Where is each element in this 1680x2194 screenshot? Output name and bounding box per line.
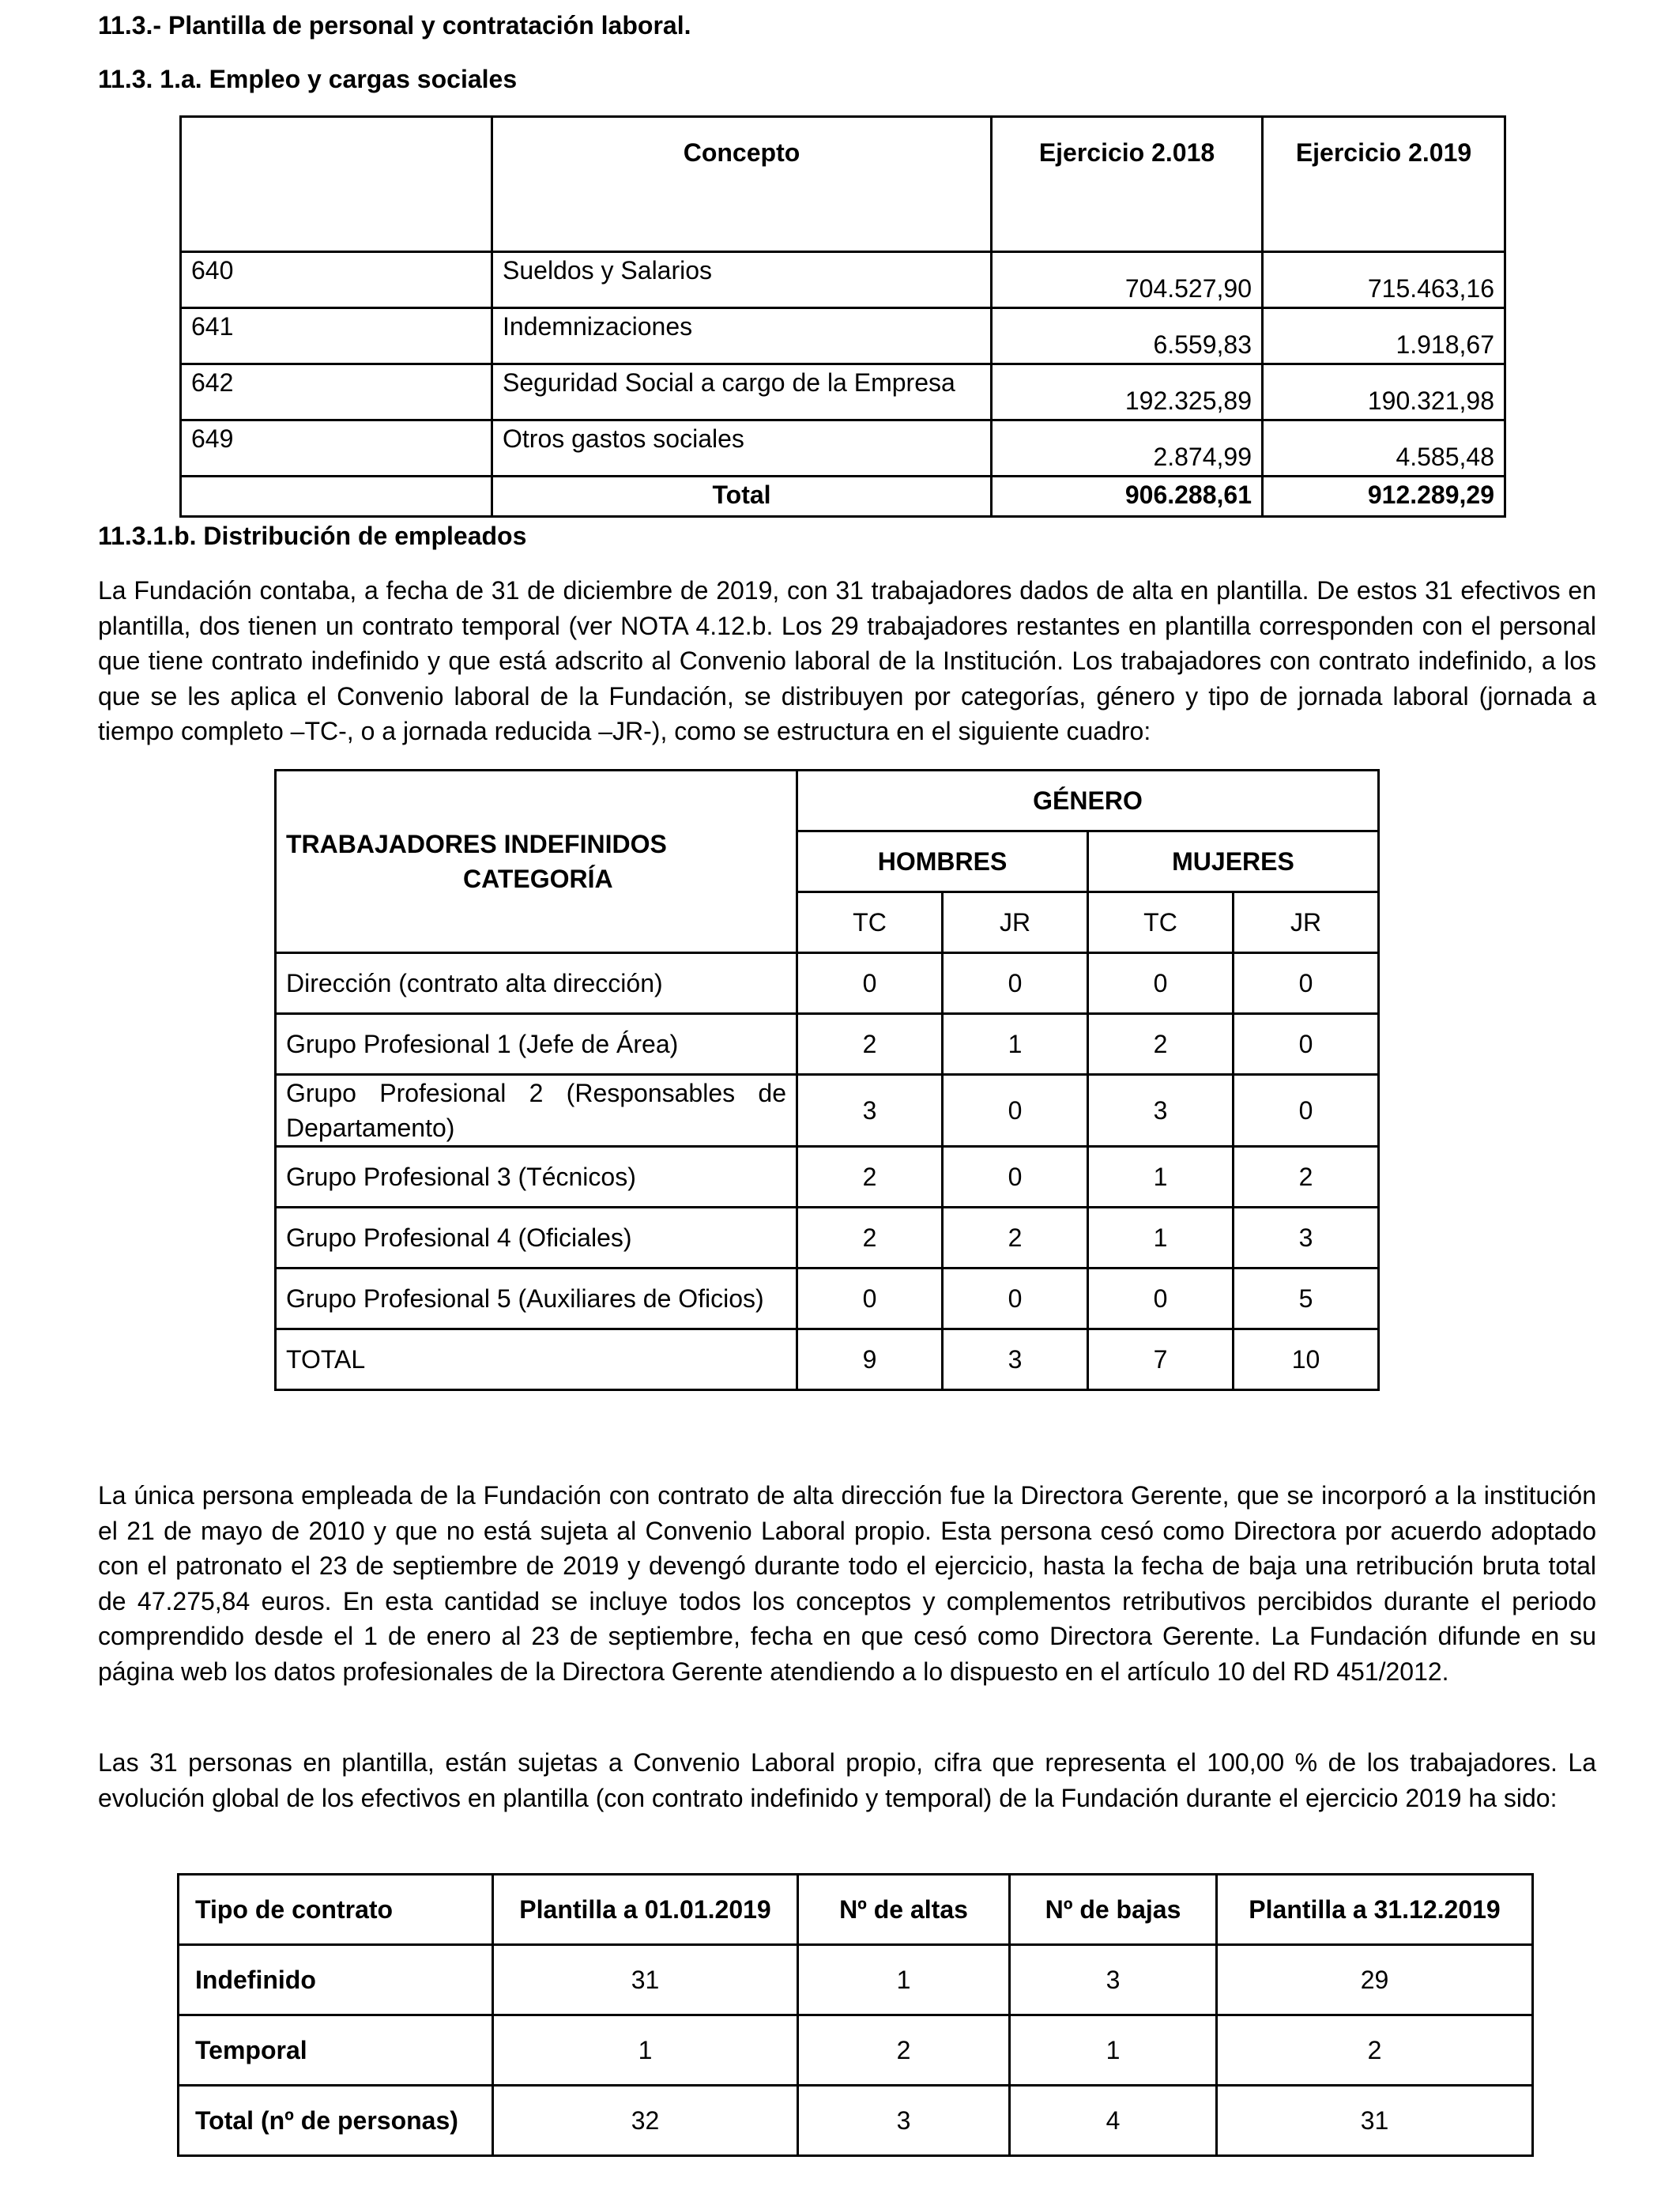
women-tc-value: 7 (1088, 1329, 1234, 1390)
category-cell: Dirección (contrato alta dirección) (276, 953, 797, 1014)
header-cell-2018: Ejercicio 2.018 (992, 117, 1263, 252)
table-row (276, 1075, 1379, 1147)
women-tc-value: 0 (1088, 953, 1234, 1014)
women-header: MUJERES (1088, 831, 1379, 892)
paragraph-director: La única persona empleada de la Fundación con contrato de alta dirección fue la Directora Gerente, que se incorporó a la institución el 21 de mayo de 2010 y que no está sujeta al Convenio Laboral propio. Esta persona cesó como Directora por acuerdo adoptado con el patronato el 23 de septiembre de 2019 y devengó durante todo el ejercicio, hasta la fecha de baja una retribución bruta total de 47.275,84 euros. En esta cantidad se incluye todos los conceptos y complementos retributivos percibidos durante el periodo comprendido desde el 1 de enero al 23 de septiembre, fecha en que cesó como Directora Gerente. La Fundación difunde en su página web los datos profesionales de la Directora Gerente atendiendo a lo dispuesto en el artículo 10 del RD 451/2012. (98, 1481, 1596, 1686)
concept-cell: Sueldos y Salarios (492, 252, 992, 308)
women-jr-value: 5 (1234, 1269, 1379, 1329)
concept-cell: Indemnizaciones (492, 308, 992, 364)
table-row (179, 1945, 1533, 2015)
women-jr-value: 10 (1234, 1329, 1379, 1390)
category-header (276, 771, 797, 953)
men-tc-value: 0 (797, 953, 943, 1014)
men-jr-value: 0 (943, 953, 1088, 1014)
men-tc-value: 3 (797, 1075, 943, 1147)
amount-2018: 6.559,83 (992, 308, 1263, 364)
men-tc-value: 0 (797, 1269, 943, 1329)
men-jr-value: 2 (943, 1208, 1088, 1269)
women-jr-value: 0 (1234, 1014, 1379, 1075)
total-2019: 912.289,29 (1263, 477, 1505, 517)
table-row (276, 1147, 1379, 1208)
category-cell: Grupo Profesional 3 (Técnicos) (276, 1147, 797, 1208)
table-header-row (181, 117, 1505, 252)
leaves-value: 3 (1010, 1945, 1217, 2015)
end-staff-value: 29 (1217, 1945, 1533, 2015)
men-tc-value: 9 (797, 1329, 943, 1390)
category-cell: Grupo Profesional 1 (Jefe de Área) (276, 1014, 797, 1075)
section-title: 11.3.- Plantilla de personal y contratación laboral. (98, 11, 691, 40)
table-header-row (179, 1875, 1533, 1945)
subsection-a-title: 11.3. 1.a. Empleo y cargas sociales (98, 65, 518, 93)
header-leaves: Nº de bajas (1010, 1875, 1217, 1945)
account-code: 642 (181, 364, 492, 420)
amount-2019: 1.918,67 (1263, 308, 1505, 364)
header-cell-2019: Ejercicio 2.019 (1263, 117, 1505, 252)
table-row (276, 953, 1379, 1014)
category-cell: TOTAL (276, 1329, 797, 1390)
staff-evolution-table (177, 1873, 1534, 2157)
total-row (181, 477, 1505, 517)
subsection-b-title: 11.3.1.b. Distribución de empleados (98, 522, 527, 550)
table-row (179, 2015, 1533, 2086)
men-jr-value: 0 (943, 1075, 1088, 1147)
hires-value: 3 (798, 2086, 1010, 2156)
table-row (181, 308, 1505, 364)
table-row (181, 364, 1505, 420)
table-row (181, 420, 1505, 477)
total-empty-cell (181, 477, 492, 517)
category-cell: Grupo Profesional 4 (Oficiales) (276, 1208, 797, 1269)
end-staff-value: 2 (1217, 2015, 1533, 2086)
gender-header: GÉNERO (797, 771, 1379, 831)
paragraph-evolution: Las 31 personas en plantilla, están sujetas a Convenio Laboral propio, cifra que representa el 100,00 % de los trabajadores. La evolución global de los efectivos en plantilla (con contrato indefinido y temporal) de la Fundación durante el ejercicio 2019 ha sido: (98, 1748, 1596, 1812)
header-contract-type: Tipo de contrato (179, 1875, 493, 1945)
women-tc-value: 1 (1088, 1147, 1234, 1208)
hires-value: 1 (798, 1945, 1010, 2015)
contract-type-cell: Temporal (179, 2015, 493, 2086)
end-staff-value: 31 (1217, 2086, 1533, 2156)
hires-value: 2 (798, 2015, 1010, 2086)
men-jr-value: 3 (943, 1329, 1088, 1390)
contract-type-cell: Total (nº de personas) (179, 2086, 493, 2156)
men-jr-value: 0 (943, 1147, 1088, 1208)
account-code: 649 (181, 420, 492, 477)
women-jr-value: 2 (1234, 1147, 1379, 1208)
account-code: 640 (181, 252, 492, 308)
amount-2018: 2.874,99 (992, 420, 1263, 477)
category-cell: Grupo Profesional 2 (Responsables de Departamento) (276, 1075, 797, 1147)
women-tc-value: 0 (1088, 1269, 1234, 1329)
category-header-line2: CATEGORÍA (463, 865, 613, 893)
women-tc-header: TC (1088, 892, 1234, 953)
start-staff-value: 1 (493, 2015, 798, 2086)
amount-2018: 704.527,90 (992, 252, 1263, 308)
women-jr-value: 0 (1234, 1075, 1379, 1147)
category-cell: Grupo Profesional 5 (Auxiliares de Oficios) (276, 1269, 797, 1329)
men-tc-value: 2 (797, 1014, 943, 1075)
table-row (181, 252, 1505, 308)
header-cell-code (181, 117, 492, 252)
men-tc-value: 2 (797, 1147, 943, 1208)
category-header-line1: TRABAJADORES INDEFINIDOS (286, 830, 667, 858)
leaves-value: 1 (1010, 2015, 1217, 2086)
employees-by-category-table (274, 769, 1380, 1391)
start-staff-value: 31 (493, 1945, 798, 2015)
table-header-row (276, 771, 1379, 831)
total-row (179, 2086, 1533, 2156)
men-tc-value: 2 (797, 1208, 943, 1269)
amount-2019: 190.321,98 (1263, 364, 1505, 420)
account-code: 641 (181, 308, 492, 364)
concept-cell: Otros gastos sociales (492, 420, 992, 477)
women-tc-value: 1 (1088, 1208, 1234, 1269)
amount-2019: 715.463,16 (1263, 252, 1505, 308)
men-header: HOMBRES (797, 831, 1088, 892)
leaves-value: 4 (1010, 2086, 1217, 2156)
women-jr-header: JR (1234, 892, 1379, 953)
contract-type-cell: Indefinido (179, 1945, 493, 2015)
total-2018: 906.288,61 (992, 477, 1263, 517)
men-tc-header: TC (797, 892, 943, 953)
paragraph-distribution: La Fundación contaba, a fecha de 31 de diciembre de 2019, con 31 trabajadores dados de alta en plantilla. De estos 31 efectivos en plantilla, dos tienen un contrato temporal (ver NOTA 4.12.b. Los 29 trabajadores restantes en plantilla corresponden con el personal que tiene contrato indefinido y que está adscrito al Convenio laboral de la Institución. Los trabajadores con contrato indefinido, a los que se les aplica el Convenio laboral de la Fundación, se distribuyen por categorías, género y tipo de jornada laboral (jornada a tiempo completo –TC-, o a jornada reducida –JR-), como se estructura en el siguiente cuadro: (98, 576, 1596, 745)
table-row (276, 1208, 1379, 1269)
concept-cell: Seguridad Social a cargo de la Empresa (492, 364, 992, 420)
table-row (276, 1269, 1379, 1329)
women-jr-value: 0 (1234, 953, 1379, 1014)
header-hires: Nº de altas (798, 1875, 1010, 1945)
amount-2019: 4.585,48 (1263, 420, 1505, 477)
amount-2018: 192.325,89 (992, 364, 1263, 420)
men-jr-header: JR (943, 892, 1088, 953)
men-jr-value: 0 (943, 1269, 1088, 1329)
social-charges-table (179, 115, 1506, 518)
header-end-staff: Plantilla a 31.12.2019 (1217, 1875, 1533, 1945)
table-row (276, 1014, 1379, 1075)
header-cell-concept: Concepto (492, 117, 992, 252)
start-staff-value: 32 (493, 2086, 798, 2156)
total-row (276, 1329, 1379, 1390)
men-jr-value: 1 (943, 1014, 1088, 1075)
women-tc-value: 2 (1088, 1014, 1234, 1075)
women-jr-value: 3 (1234, 1208, 1379, 1269)
women-tc-value: 3 (1088, 1075, 1234, 1147)
header-start-staff: Plantilla a 01.01.2019 (493, 1875, 798, 1945)
total-label: Total (492, 477, 992, 517)
